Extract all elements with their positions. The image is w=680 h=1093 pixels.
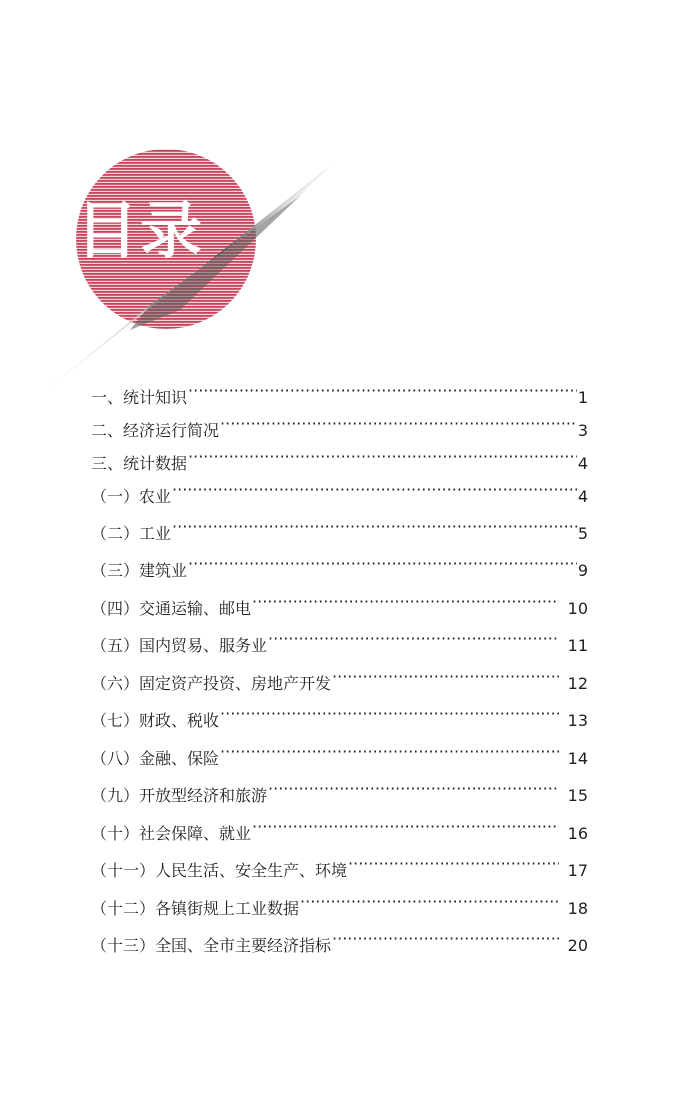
toc-entry-label: 二、经济运行简况 [91,421,220,440]
toc-entry-12[interactable] [91,777,588,805]
toc-entry-label: （六）固定资产投资、房地产开发 [91,674,332,693]
toc-entry-page: 14 [567,749,588,768]
toc-entry-page: 11 [567,636,588,655]
page-title: 目录 [76,194,205,267]
toc-entry-label: （四）交通运输、邮电 [91,599,252,618]
toc-entry-label: （二）工业 [91,524,172,543]
toc-entry-label: （三）建筑业 [91,561,188,580]
toc-entry-page: 3 [577,421,588,440]
dot-leader [220,740,559,764]
toc-entry-label: 一、统计知识 [91,388,188,407]
toc-entry-page: 4 [577,454,588,473]
toc-entry-6[interactable] [91,552,588,580]
dot-leader [268,777,559,801]
toc-entry-label: （五）国内贸易、服务业 [91,636,268,655]
toc-entry-page: 4 [577,487,588,506]
dot-leader [300,890,559,914]
toc-entry-16[interactable] [91,927,588,955]
toc-entry-11[interactable] [91,740,588,768]
toc-entry-10[interactable] [91,702,588,730]
dot-leader [172,478,577,502]
toc-entry-page: 10 [567,599,588,618]
dot-leader [348,852,559,876]
dot-leader [188,379,577,403]
toc-entry-page: 13 [567,711,588,730]
toc-entry-page: 15 [567,786,588,805]
toc-entry-page: 16 [567,824,588,843]
toc-entry-page: 17 [567,861,588,880]
dot-leader [188,552,577,576]
dot-leader [220,412,577,436]
dot-leader [268,627,559,651]
toc-entry-label: 三、统计数据 [91,454,188,473]
toc-entry-1[interactable] [91,379,588,407]
toc-entry-label: （十二）各镇街规上工业数据 [91,899,300,918]
toc-entry-page: 5 [577,524,588,543]
dot-leader [172,515,577,539]
dot-leader [332,665,559,689]
toc-entry-label: （十一）人民生活、安全生产、环境 [91,861,348,880]
toc-entry-5[interactable] [91,515,588,543]
toc-entry-page: 18 [567,899,588,918]
dot-leader [252,815,559,839]
toc-entry-page: 1 [577,388,588,407]
toc-entry-label: （七）财政、税收 [91,711,220,730]
toc-entry-label: （九）开放型经济和旅游 [91,786,268,805]
toc-entry-page: 12 [567,674,588,693]
toc-entry-8[interactable] [91,627,588,655]
toc-entry-4[interactable] [91,478,588,506]
toc-entry-7[interactable] [91,590,588,618]
dot-leader [220,702,559,726]
toc-entry-label: （一）农业 [91,487,172,506]
toc-entry-14[interactable] [91,852,588,880]
toc-entry-15[interactable] [91,890,588,918]
toc-entry-9[interactable] [91,665,588,693]
toc-entry-3[interactable] [91,445,588,473]
toc-entry-label: （十）社会保障、就业 [91,824,252,843]
toc-entry-page: 20 [567,936,588,955]
toc-entry-label: （十三）全国、全市主要经济指标 [91,936,332,955]
toc-entry-13[interactable] [91,815,588,843]
dot-leader [332,927,559,951]
toc-entry-2[interactable] [91,412,588,440]
dot-leader [188,445,577,469]
toc-entry-page: 9 [577,561,588,580]
toc-entry-label: （八）金融、保险 [91,749,220,768]
dot-leader [252,590,559,614]
